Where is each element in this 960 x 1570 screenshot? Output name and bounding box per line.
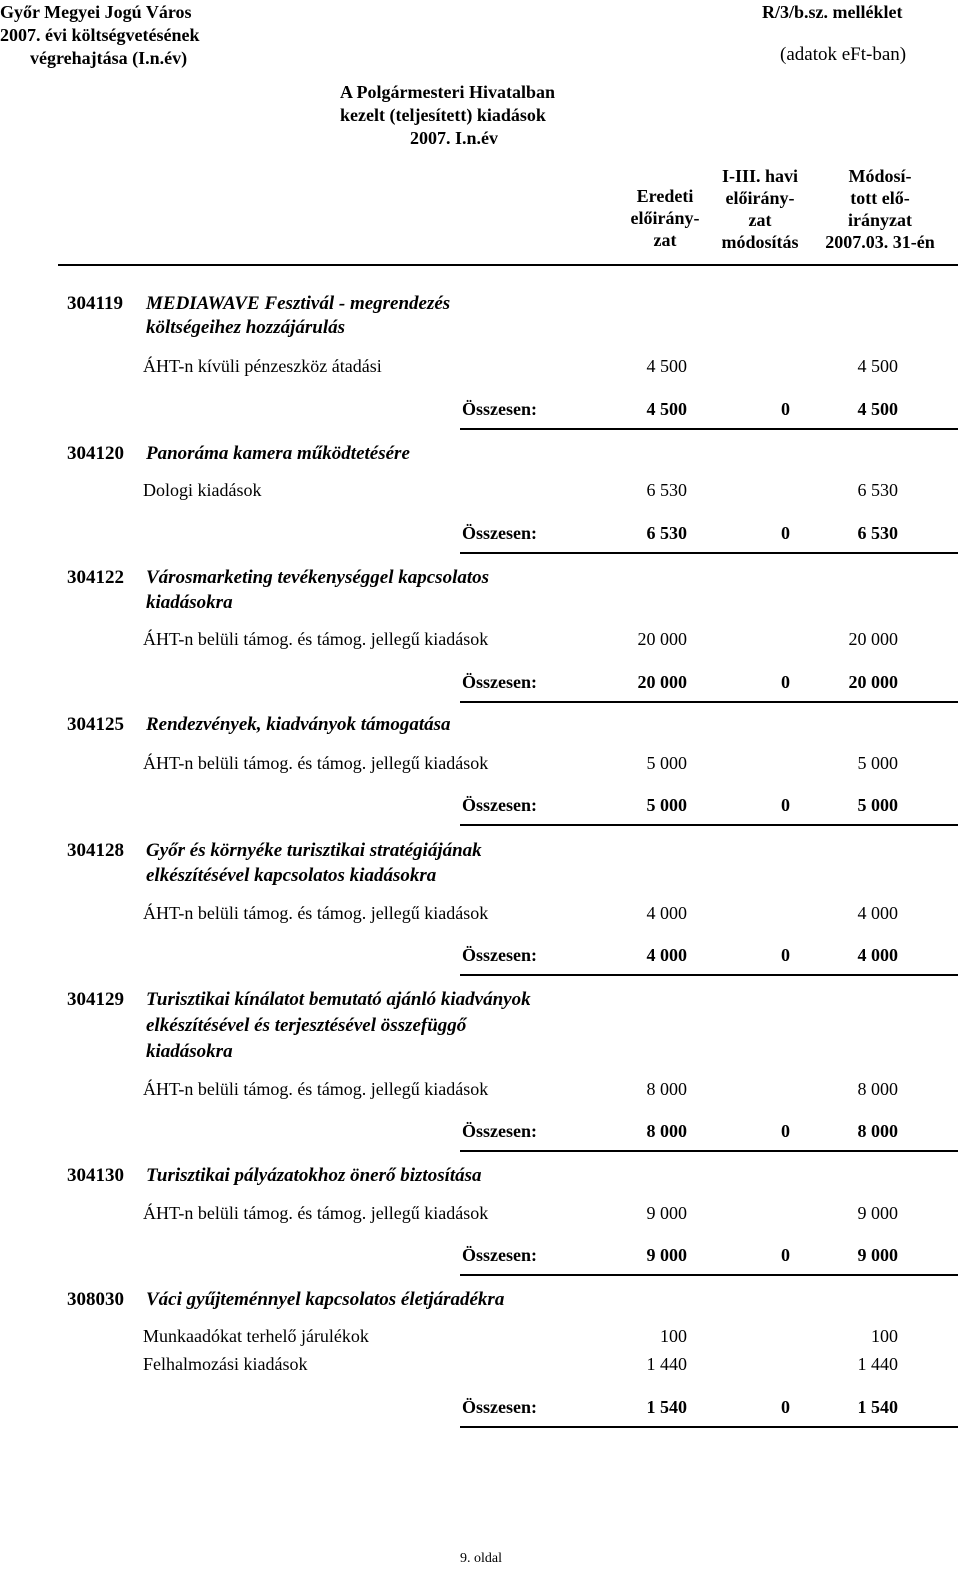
- line-item-label: ÁHT-n belüli támog. és támog. jellegű kiadások: [143, 753, 489, 773]
- line-item-original: 100: [660, 1326, 687, 1346]
- line-item-label: Dologi kiadások: [143, 480, 262, 500]
- column-header-modification-line: zat: [748, 210, 772, 230]
- total-modified: 4 500: [857, 399, 898, 419]
- line-item-modified: 4 500: [857, 356, 898, 376]
- line-item-modified: 8 000: [857, 1079, 898, 1099]
- units-label: (adatok eFt-ban): [780, 44, 907, 65]
- line-item-label: ÁHT-n belüli támog. és támog. jellegű kiadások: [143, 903, 489, 923]
- total-modified: 20 000: [848, 672, 898, 692]
- column-header-modification-line: előirány-: [725, 188, 795, 208]
- section-title: Turisztikai kínálatot bemutató ajánló kiadványok: [146, 989, 531, 1010]
- line-item-original: 8 000: [646, 1079, 687, 1099]
- line-item-modified: 100: [871, 1326, 898, 1346]
- title-line-3: 2007. I.n.év: [410, 128, 499, 148]
- section-title: Turisztikai pályázatokhoz önerő biztosítása: [146, 1165, 482, 1186]
- column-header-original-line: előirány-: [630, 208, 700, 228]
- section-title: költségeihez hozzájárulás: [146, 317, 346, 338]
- section-title: Panoráma kamera működtetésére: [146, 443, 410, 464]
- column-header-original-line: Eredeti: [636, 186, 694, 206]
- total-label: Összesen:: [462, 945, 537, 965]
- total-modification: 0: [781, 399, 790, 419]
- section-code: 304120: [67, 443, 124, 464]
- line-item-original: 6 530: [646, 480, 687, 500]
- org-line-2: 2007. évi költségvetésének: [0, 25, 200, 45]
- column-header-modified-line: irányzat: [848, 210, 912, 230]
- column-header-original-line: zat: [653, 230, 677, 250]
- column-header-modified-line: 2007.03. 31-én: [825, 232, 935, 252]
- total-rule: [460, 428, 958, 430]
- total-original: 6 530: [646, 523, 687, 543]
- total-modification: 0: [781, 945, 790, 965]
- column-header-modified-line: tott elő-: [850, 188, 910, 208]
- total-modified: 4 000: [857, 945, 898, 965]
- line-item-label: Felhalmozási kiadások: [143, 1354, 308, 1374]
- total-modified: 8 000: [857, 1121, 898, 1141]
- line-item-label: ÁHT-n belüli támog. és támog. jellegű kiadások: [143, 1079, 489, 1099]
- total-modified: 1 540: [857, 1397, 898, 1417]
- line-item-original: 4 500: [646, 356, 687, 376]
- total-original: 1 540: [646, 1397, 687, 1417]
- total-label: Összesen:: [462, 523, 537, 543]
- total-rule: [460, 1426, 958, 1428]
- line-item-modified: 6 530: [857, 480, 898, 500]
- section-code: 304122: [67, 567, 124, 588]
- line-item-modified: 20 000: [848, 629, 898, 649]
- column-header-modification-line: I-III. havi: [721, 166, 799, 186]
- line-item-original: 9 000: [646, 1203, 687, 1223]
- total-modified: 9 000: [857, 1245, 898, 1265]
- title-line-1: A Polgármesteri Hivatalban: [340, 82, 555, 102]
- total-original: 4 500: [646, 399, 687, 419]
- total-modified: 5 000: [857, 795, 898, 815]
- section-title: kiadásokra: [146, 1041, 233, 1062]
- section-title: Városmarketing tevékenységgel kapcsolatos: [146, 567, 490, 588]
- page-number: 9. oldal: [460, 1551, 502, 1566]
- header-rule: [58, 264, 958, 266]
- line-item-modified: 1 440: [857, 1354, 898, 1374]
- section-title: Győr és környéke turisztikai stratégiájának: [146, 840, 482, 861]
- total-original: 8 000: [646, 1121, 687, 1141]
- total-modification: 0: [781, 1397, 790, 1417]
- column-header-modification-line: módosítás: [721, 232, 799, 252]
- section-code: 304128: [67, 840, 124, 861]
- total-modified: 6 530: [857, 523, 898, 543]
- column-header-modified-line: Módosí-: [848, 166, 912, 186]
- total-original: 20 000: [637, 672, 687, 692]
- total-label: Összesen:: [462, 795, 537, 815]
- total-label: Összesen:: [462, 1121, 537, 1141]
- section-code: 304125: [67, 714, 124, 735]
- section-code: 304119: [67, 293, 123, 314]
- title-line-2: kezelt (teljesített) kiadások: [340, 105, 546, 125]
- section-title: kiadásokra: [146, 592, 233, 613]
- line-item-label: Munkaadókat terhelő járulékok: [143, 1326, 369, 1346]
- total-label: Összesen:: [462, 1245, 537, 1265]
- total-original: 9 000: [646, 1245, 687, 1265]
- section-title: Váci gyűjteménnyel kapcsolatos életjáradékra: [146, 1289, 505, 1310]
- total-label: Összesen:: [462, 672, 537, 692]
- total-original: 5 000: [646, 795, 687, 815]
- total-label: Összesen:: [462, 1397, 537, 1417]
- line-item-modified: 5 000: [857, 753, 898, 773]
- line-item-original: 5 000: [646, 753, 687, 773]
- total-rule: [460, 701, 958, 703]
- total-modification: 0: [781, 795, 790, 815]
- line-item-modified: 9 000: [857, 1203, 898, 1223]
- section-title: MEDIAWAVE Fesztivál - megrendezés: [146, 293, 451, 314]
- org-line-3: végrehajtása (I.n.év): [30, 48, 188, 68]
- section-code: 304130: [67, 1165, 124, 1186]
- section-title: elkészítésével kapcsolatos kiadásokra: [146, 865, 437, 886]
- total-modification: 0: [781, 1121, 790, 1141]
- annex-label: R/3/b.sz. melléklet: [762, 2, 903, 22]
- total-rule: [460, 974, 958, 976]
- section-title: Rendezvények, kiadványok támogatása: [146, 714, 451, 735]
- line-item-label: ÁHT-n belüli támog. és támog. jellegű kiadások: [143, 1203, 489, 1223]
- line-item-original: 4 000: [646, 903, 687, 923]
- column-header-modification: [700, 165, 820, 253]
- line-item-original: 20 000: [637, 629, 687, 649]
- column-header-modified: [815, 165, 945, 253]
- line-item-label: ÁHT-n belüli támog. és támog. jellegű kiadások: [143, 629, 489, 649]
- section-title: elkészítésével és terjesztésével összefüggő: [146, 1015, 467, 1036]
- line-item-label: ÁHT-n kívüli pénzeszköz átadási: [143, 356, 382, 376]
- total-rule: [460, 1150, 958, 1152]
- section-code: 308030: [67, 1289, 124, 1310]
- total-modification: 0: [781, 1245, 790, 1265]
- total-rule: [460, 1274, 958, 1276]
- org-line-1: Győr Megyei Jogú Város: [0, 2, 192, 22]
- total-modification: 0: [781, 672, 790, 692]
- total-original: 4 000: [646, 945, 687, 965]
- total-rule: [460, 552, 958, 554]
- total-label: Összesen:: [462, 399, 537, 419]
- total-modification: 0: [781, 523, 790, 543]
- total-rule: [460, 824, 958, 826]
- section-code: 304129: [67, 989, 124, 1010]
- line-item-original: 1 440: [646, 1354, 687, 1374]
- line-item-modified: 4 000: [857, 903, 898, 923]
